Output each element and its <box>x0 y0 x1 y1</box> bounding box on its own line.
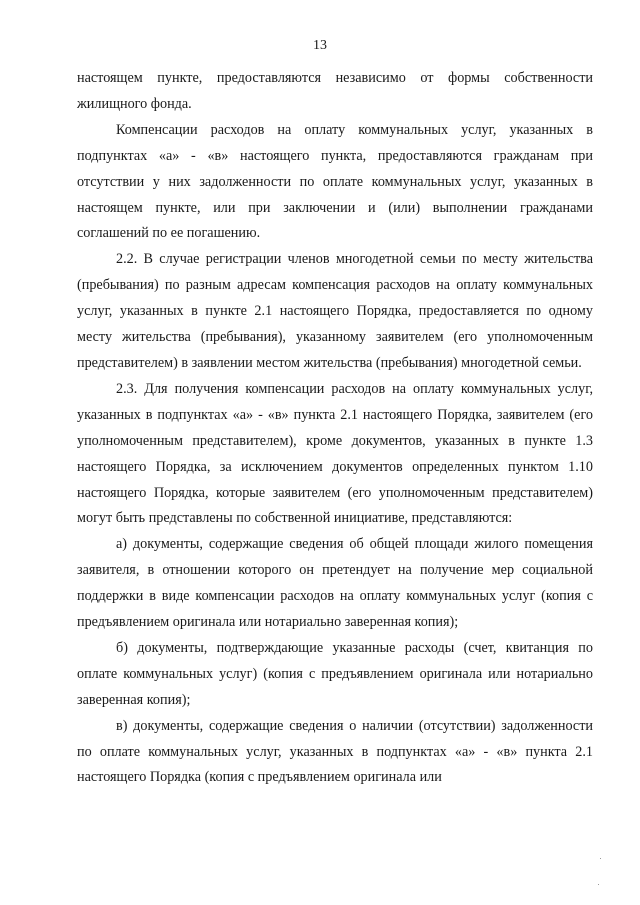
paragraph-clause-2-2: 2.2. В случае регистрации членов многодетной семьи по месту жительства (пребывания) по разным адресам компенсация расходов на оплату коммунальных услуг, указанных в пункте 2.1 настоящего Порядка, предоставляется по одному месту жительства (пребывания), указанному заявителем (его уполномоченным представителем) в заявлении местом жительства (пребывания) многодетной семьи. <box>77 251 593 371</box>
document-body <box>77 66 593 791</box>
list-item-b: б) документы, подтверждающие указанные расходы (счет, квитанция по оплате коммунальных услуг) (копия с предъявлением оригинала или нотариально заверенная копия); <box>77 639 593 708</box>
paragraph-clause-2-3: 2.3. Для получения компенсации расходов на оплату коммунальных услуг, указанных в подпунктах «а» - «в» пункта 2.1 настоящего Порядка, заявителем (его уполномоченным представителем), кроме документов, указанных в пункте 1.3 настоящего Порядка, за исключением документов определенных пунктом 1.10 настоящего Порядка, которые заявителем (его уполномоченным представителем) могут быть представлены по собственной инициативе, представляются: <box>77 380 593 527</box>
scan-speck <box>600 858 601 859</box>
paragraph-compensation-conditions: Компенсации расходов на оплату коммунальных услуг, указанных в подпунктах «а» - «в» настоящего пункта, предоставляются гражданам при отсутствии у них задолженности по оплате коммунальных услуг, указанных в настоящем пункте, или при заключении и (или) выполнении гражданами соглашений по ее погашению. <box>77 121 593 242</box>
paragraph-continuation: настоящем пункте, предоставляются независимо от формы собственности жилищного фонда. <box>77 70 593 112</box>
page-number: 13 <box>313 38 327 53</box>
scan-speck <box>598 884 599 885</box>
list-item-a: а) документы, содержащие сведения об общей площади жилого помещения заявителя, в отношении которого он претендует на получение мер социальной поддержки в виде компенсации расходов на оплату коммунальных услуг (копия с предъявлением оригинала или нотариально заверенная копия); <box>77 536 593 631</box>
list-item-v: в) документы, содержащие сведения о наличии (отсутствии) задолженности по оплате коммунальных услуг, указанных в подпунктах «а» - «в» пункта 2.1 настоящего Порядка (копия с предъявлением оригинала или <box>77 717 593 786</box>
